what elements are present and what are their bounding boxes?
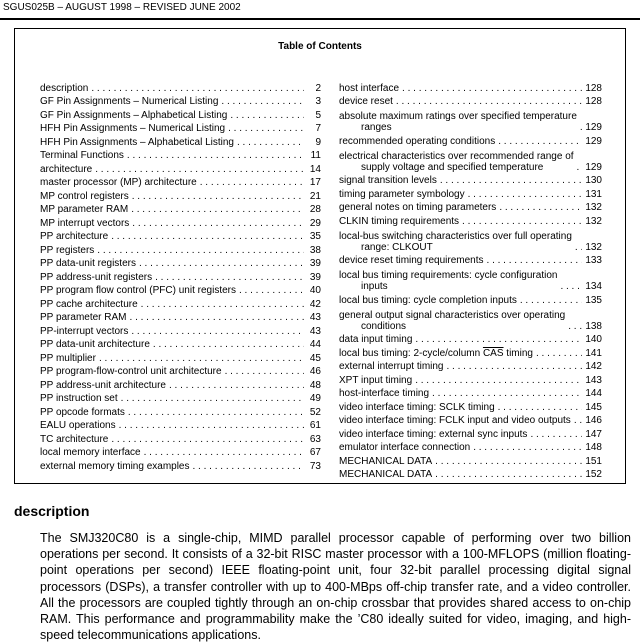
toc-entry-label: CLKIN timing requirements: [339, 215, 460, 227]
table-of-contents-box: [14, 28, 626, 484]
toc-entry[interactable]: [339, 94, 602, 108]
toc-page-number: 49: [309, 393, 321, 404]
toc-entry[interactable]: [339, 345, 602, 359]
toc-page-number: 142: [585, 361, 602, 372]
toc-dot-leader: [130, 312, 304, 323]
toc-dot-leader: [131, 326, 304, 337]
toc-entry[interactable]: [40, 175, 321, 189]
toc-entry-label: PP address-unit registers: [40, 271, 153, 283]
section-heading: description: [14, 503, 90, 519]
toc-entry-label: recommended operating conditions: [339, 135, 496, 147]
toc-entry-label: PP registers: [40, 244, 95, 256]
toc-entry-label: PP data-unit registers: [40, 258, 136, 269]
toc-entry-label: host interface: [339, 82, 400, 94]
toc-entry[interactable]: [339, 453, 602, 467]
toc-page-number: 46: [309, 366, 321, 377]
toc-dot-leader: [111, 434, 304, 445]
toc-dot-leader: [239, 285, 304, 296]
toc-entry-label: EALU operations: [40, 420, 116, 431]
toc-entry-label: MECHANICAL DATA: [339, 455, 433, 467]
toc-page-number: 73: [309, 460, 321, 472]
toc-entry-label: local-bus switching characteristics over full operating range: CLKOUT: [339, 230, 572, 253]
toc-entry[interactable]: [40, 418, 321, 432]
toc-page-number: 21: [309, 190, 321, 202]
toc-dot-leader: [111, 231, 304, 242]
toc-page-number: 134: [585, 281, 602, 292]
toc-dot-leader: [462, 216, 582, 227]
toc-entry[interactable]: [40, 242, 321, 256]
toc-entry[interactable]: [339, 147, 602, 173]
toc-page-number: 130: [585, 175, 602, 186]
toc-entry-label: GF Pin Assignments – Alphabetical Listing: [40, 109, 228, 121]
toc-page-number: 43: [309, 325, 321, 337]
toc-entry-label: local bus timing: cycle completion inputs: [339, 294, 517, 306]
toc-page-number: 40: [309, 285, 321, 296]
toc-entry-label: emulator interface connection: [339, 442, 471, 453]
toc-page-number: 129: [585, 135, 602, 147]
toc-entry-label: PP opcode formats: [40, 406, 125, 418]
toc-entry-label: TC architecture: [40, 433, 109, 445]
toc-dot-leader: [155, 272, 304, 283]
toc-page-number: 129: [585, 161, 602, 173]
toc-dot-leader: [577, 162, 583, 173]
toc-dot-leader: [97, 245, 304, 256]
toc-entry[interactable]: [339, 80, 602, 94]
toc-page-number: 129: [585, 122, 602, 133]
section-body-paragraph: The SMJ320C80 is a single-chip, MIMD parallel processor capable of performing over two billion operations per second. It consists of a 32-bit RISC master processor with a 100-MFLOPS (million floating-point operations per second) IEEE floating-point unit, four 32-bit parallel processing digital signal processors (DSPs), a transfer controller with up to 400-MBps off-chip transfer rate, and a video controller. All the processors are coupled tightly through an on-chip crossbar that provides shared access to on-chip RAM. This performance and programmability make the ’C80 ideally suited for video, imaging, and high-speed telecommunications applications.: [40, 531, 631, 643]
toc-dot-leader: [498, 402, 583, 413]
toc-entry-label: timing parameter symbology: [339, 188, 465, 200]
toc-page-number: 17: [309, 177, 321, 188]
toc-entry[interactable]: [339, 399, 602, 413]
toc-page-number: 44: [309, 339, 321, 350]
toc-entry-label: device reset timing requirements: [339, 255, 484, 266]
toc-entry[interactable]: [339, 413, 602, 427]
toc-entry[interactable]: [339, 227, 602, 253]
toc-page-number: 133: [585, 255, 602, 266]
toc-dot-leader: [435, 456, 582, 467]
toc-dot-leader: [225, 366, 304, 377]
toc-dot-leader: [435, 469, 582, 480]
toc-entry-label: MP parameter RAM: [40, 204, 129, 215]
toc-entry-label: PP program-flow-control unit architecture: [40, 366, 222, 377]
toc-dot-leader: [574, 415, 583, 426]
toc-page-number: 143: [585, 374, 602, 386]
toc-left-column: [40, 80, 321, 472]
toc-entry[interactable]: [339, 200, 602, 214]
toc-page-number: 11: [310, 150, 321, 161]
toc-page-number: 3: [315, 96, 321, 107]
toc-entry-label: local bus timing: 2-cycle/column $\overline{CAS}$ timing: [339, 347, 533, 359]
toc-dot-leader: [415, 334, 582, 345]
toc-dot-leader: [440, 175, 582, 186]
toc-page-number: 135: [585, 294, 602, 306]
toc-page-number: 151: [585, 455, 602, 467]
toc-entry-label: general notes on timing parameters: [339, 202, 497, 213]
toc-entry-label: XPT input timing: [339, 374, 413, 386]
toc-dot-leader: [121, 393, 304, 404]
toc-entry-label: PP-interrupt vectors: [40, 325, 129, 337]
toc-page-number: 39: [309, 258, 321, 269]
toc-entry[interactable]: [339, 426, 602, 440]
toc-page-number: 45: [309, 352, 321, 364]
toc-entry-label: PP data-unit architecture: [40, 339, 150, 350]
toc-dot-leader: [473, 442, 582, 453]
toc-entry[interactable]: [40, 458, 321, 472]
toc-page-number: 61: [309, 420, 321, 431]
toc-dot-leader: [221, 96, 304, 107]
toc-page-number: 128: [585, 96, 602, 107]
toc-entry[interactable]: [40, 337, 321, 351]
toc-entry[interactable]: [40, 377, 321, 391]
toc-entry[interactable]: [40, 391, 321, 405]
toc-page-number: 141: [585, 347, 602, 359]
toc-page-number: 14: [309, 163, 321, 175]
toc-entry[interactable]: [339, 266, 602, 292]
toc-entry-label: MECHANICAL DATA: [339, 469, 433, 480]
toc-page-number: 9: [315, 136, 321, 148]
toc-dot-leader: [132, 218, 304, 229]
toc-dot-leader: [396, 96, 582, 107]
toc-dot-leader: [447, 361, 583, 372]
toc-entry-label: PP program flow control (PFC) unit registers: [40, 285, 236, 296]
toc-dot-leader: [536, 348, 582, 359]
toc-right-column: [339, 80, 602, 480]
toc-dot-leader: [230, 110, 304, 121]
toc-entry-label: PP cache architecture: [40, 298, 138, 310]
toc-entry[interactable]: [40, 134, 321, 148]
toc-page-number: 128: [585, 82, 602, 94]
toc-dot-leader: [432, 388, 582, 399]
toc-page-number: 145: [585, 401, 602, 413]
toc-entry-label: PP instruction set: [40, 393, 118, 404]
toc-dot-leader: [128, 407, 304, 418]
toc-page-number: 131: [585, 188, 602, 200]
toc-entry[interactable]: [40, 431, 321, 445]
toc-dot-leader: [415, 375, 582, 386]
toc-dot-leader: [193, 461, 305, 472]
toc-dot-leader: [520, 295, 582, 306]
toc-entry-label: electrical characteristics over recommended range of supply voltage and specified temperature: [339, 150, 574, 173]
toc-dot-leader: [139, 258, 304, 269]
toc-page-number: 138: [585, 320, 602, 332]
toc-entry-label: local bus timing requirements: cycle configuration inputs: [339, 270, 558, 292]
toc-entry[interactable]: [40, 310, 321, 324]
toc-entry-label: MP control registers: [40, 190, 129, 202]
toc-dot-leader: [575, 242, 582, 253]
toc-entry-label: HFH Pin Assignments – Numerical Listing: [40, 123, 226, 134]
toc-entry[interactable]: [40, 229, 321, 243]
toc-entry-label: data input timing: [339, 334, 413, 345]
toc-page-number: 28: [309, 204, 321, 215]
toc-title: Table of Contents: [278, 41, 362, 52]
toc-page-number: 52: [309, 406, 321, 418]
toc-entry[interactable]: [339, 107, 602, 133]
toc-page-number: 148: [585, 442, 602, 453]
toc-entry[interactable]: [339, 133, 602, 147]
toc-page-number: 67: [309, 447, 321, 458]
toc-entry-label: external interrupt timing: [339, 361, 444, 372]
toc-entry[interactable]: [40, 364, 321, 378]
toc-page-number: 35: [309, 231, 321, 242]
toc-entry[interactable]: [40, 107, 321, 121]
toc-entry-label: HFH Pin Assignments – Alphabetical Listing: [40, 136, 234, 148]
toc-entry[interactable]: [40, 188, 321, 202]
toc-dot-leader: [95, 164, 304, 175]
toc-entry[interactable]: [40, 323, 321, 337]
toc-entry[interactable]: [40, 121, 321, 135]
toc-entry-label: PP multiplier: [40, 352, 96, 364]
toc-entry-label: PP parameter RAM: [40, 312, 127, 323]
toc-page-number: 5: [315, 109, 321, 121]
toc-dot-leader: [499, 202, 582, 213]
toc-dot-leader: [228, 123, 304, 134]
toc-entry[interactable]: [40, 296, 321, 310]
toc-dot-leader: [132, 191, 304, 202]
toc-dot-leader: [144, 447, 304, 458]
toc-entry-label: video interface timing: SCLK timing: [339, 401, 495, 413]
toc-dot-leader: [119, 420, 304, 431]
toc-entry-label: video interface timing: external sync inputs: [339, 428, 528, 440]
toc-entry[interactable]: [339, 372, 602, 386]
toc-page-number: 132: [585, 215, 602, 227]
toc-entry-label: GF Pin Assignments – Numerical Listing: [40, 96, 219, 107]
toc-page-number: 2: [315, 82, 321, 94]
toc-page-number: 152: [585, 469, 602, 480]
toc-page-number: 147: [585, 428, 602, 440]
toc-entry[interactable]: [40, 148, 321, 162]
toc-entry[interactable]: [339, 306, 602, 332]
toc-entry[interactable]: [339, 467, 602, 481]
toc-entry-label: description: [40, 82, 89, 94]
toc-entry[interactable]: [339, 386, 602, 400]
toc-entry-label: architecture: [40, 163, 93, 175]
toc-entry[interactable]: [339, 359, 602, 373]
toc-dot-leader: [153, 339, 304, 350]
toc-entry-label: MP interrupt vectors: [40, 217, 130, 229]
toc-entry[interactable]: [40, 215, 321, 229]
toc-page-number: 39: [309, 271, 321, 283]
toc-dot-leader: [498, 136, 582, 147]
toc-page-number: 43: [309, 312, 321, 323]
toc-entry-label: signal transition levels: [339, 175, 437, 186]
toc-page-number: 140: [585, 334, 602, 345]
toc-dot-leader: [131, 204, 304, 215]
header-rule: [0, 18, 640, 20]
toc-entry[interactable]: [339, 332, 602, 346]
toc-entry[interactable]: [40, 350, 321, 364]
toc-entry-label: local memory interface: [40, 447, 141, 458]
toc-page-number: 48: [309, 379, 321, 391]
toc-entry[interactable]: [40, 80, 321, 94]
toc-entry-label: host-interface timing: [339, 388, 430, 399]
toc-dot-leader: [487, 255, 583, 266]
toc-entry[interactable]: [339, 440, 602, 454]
toc-page-number: 63: [309, 433, 321, 445]
toc-page-number: 144: [585, 388, 602, 399]
toc-dot-leader: [169, 380, 304, 391]
toc-entry-label: PP architecture: [40, 231, 109, 242]
toc-page-number: 29: [309, 217, 321, 229]
toc-entry-label: device reset: [339, 96, 393, 107]
toc-entry[interactable]: [339, 213, 602, 227]
toc-entry[interactable]: [40, 94, 321, 108]
toc-entry[interactable]: [339, 173, 602, 187]
toc-entry-label: video interface timing: FCLK input and video outputs: [339, 415, 571, 426]
toc-entry-label: external memory timing examples: [40, 460, 190, 472]
toc-entry[interactable]: [339, 186, 602, 200]
toc-dot-leader: [99, 353, 304, 364]
toc-entry[interactable]: [40, 445, 321, 459]
toc-page-number: 132: [585, 202, 602, 213]
toc-entry[interactable]: [40, 161, 321, 175]
document-header: SGUS025B – AUGUST 1998 – REVISED JUNE 2002: [3, 2, 241, 13]
toc-dot-leader: [530, 429, 582, 440]
toc-dot-leader: [237, 137, 304, 148]
toc-dot-leader: [91, 83, 304, 94]
toc-dot-leader: [200, 177, 304, 188]
toc-entry-label: PP address-unit architecture: [40, 379, 166, 391]
toc-page-number: 42: [309, 298, 321, 310]
toc-dot-leader: [127, 150, 304, 161]
toc-dot-leader: [568, 321, 582, 332]
toc-entry[interactable]: [40, 283, 321, 297]
toc-entry[interactable]: [339, 292, 602, 306]
toc-entry[interactable]: [40, 202, 321, 216]
toc-dot-leader: [560, 281, 582, 292]
toc-entry-label: general output signal characteristics over operating conditions: [339, 309, 566, 332]
toc-entry[interactable]: [339, 253, 602, 267]
toc-entry[interactable]: [40, 404, 321, 418]
toc-page-number: 132: [585, 241, 602, 253]
toc-dot-leader: [468, 189, 583, 200]
toc-dot-leader: [141, 299, 304, 310]
toc-entry-label: absolute maximum ratings over specified temperature ranges: [339, 111, 577, 133]
toc-entry[interactable]: [40, 269, 321, 283]
toc-dot-leader: [402, 83, 582, 94]
toc-entry[interactable]: [40, 256, 321, 270]
toc-page-number: 38: [309, 244, 321, 256]
toc-entry-label: Terminal Functions: [40, 150, 124, 161]
toc-entry-label: master processor (MP) architecture: [40, 177, 197, 188]
toc-page-number: 7: [315, 123, 321, 134]
toc-page-number: 146: [585, 415, 602, 426]
toc-dot-leader: [580, 122, 582, 133]
